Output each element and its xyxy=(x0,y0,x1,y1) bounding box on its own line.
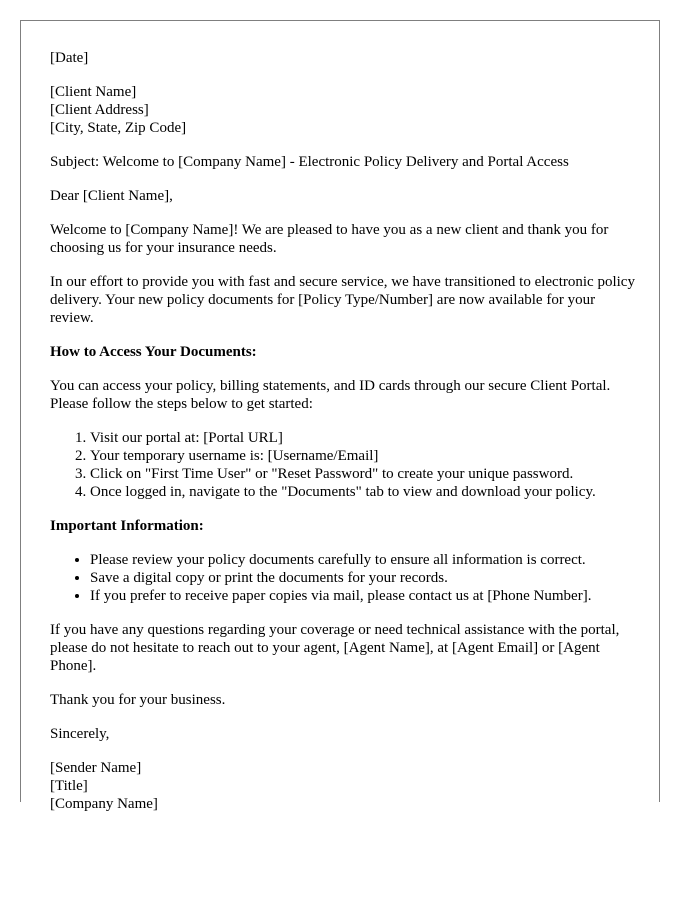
access-steps-list xyxy=(50,429,635,501)
recipient-address: [Client Address] xyxy=(50,102,149,118)
recipient-city-state-zip: [City, State, Zip Code] xyxy=(50,120,187,136)
signature-block xyxy=(50,759,635,813)
access-intro-paragraph: You can access your policy, billing statements, and ID cards through our secure Client Portal. Please follow the steps below to get started: xyxy=(50,378,611,412)
access-heading: How to Access Your Documents: xyxy=(50,344,257,360)
recipient-address-block xyxy=(50,83,635,137)
thanks-line: Thank you for your business. xyxy=(50,692,226,708)
closing-line: Sincerely, xyxy=(50,726,110,742)
questions-paragraph: If you have any questions regarding your coverage or need technical assistance with the portal, please do not hesitate to reach out to your agent, [Agent Name], at [Agent Email] or [Agent Phone]. xyxy=(50,622,620,674)
letter-body xyxy=(50,49,635,829)
subject-line: Subject: Welcome to [Company Name] - Electronic Policy Delivery and Portal Access xyxy=(50,154,569,170)
important-item: • If you prefer to receive paper copies via mail, please contact us at [Phone Number]. xyxy=(90,587,635,605)
sender-title: [Title] xyxy=(50,778,88,794)
salutation: Dear [Client Name], xyxy=(50,188,173,204)
access-step: 4. Once logged in, navigate to the "Documents" tab to view and download your policy. xyxy=(90,483,635,501)
access-step: 2. Your temporary username is: [Username/Email] xyxy=(90,447,635,465)
letter-page xyxy=(20,20,660,812)
sender-company: [Company Name] xyxy=(50,796,158,812)
important-item: • Save a digital copy or print the documents for your records. xyxy=(90,569,635,587)
important-heading: Important Information: xyxy=(50,518,204,534)
access-step: 1. Visit our portal at: [Portal URL] xyxy=(90,429,635,447)
letter-date: [Date] xyxy=(50,50,89,66)
important-item: • Please review your policy documents carefully to ensure all information is correct. xyxy=(90,551,635,569)
important-info-list xyxy=(50,551,635,605)
transition-paragraph: In our effort to provide you with fast and secure service, we have transitioned to electronic policy delivery. Your new policy documents for [Policy Type/Number] are now available for your review. xyxy=(50,274,635,326)
access-step: 3. Click on "First Time User" or "Reset Password" to create your unique password. xyxy=(90,465,635,483)
recipient-name: [Client Name] xyxy=(50,84,137,100)
intro-paragraph: Welcome to [Company Name]! We are pleased to have you as a new client and thank you for choosing us for your insurance needs. xyxy=(50,222,609,256)
sender-name: [Sender Name] xyxy=(50,760,142,776)
